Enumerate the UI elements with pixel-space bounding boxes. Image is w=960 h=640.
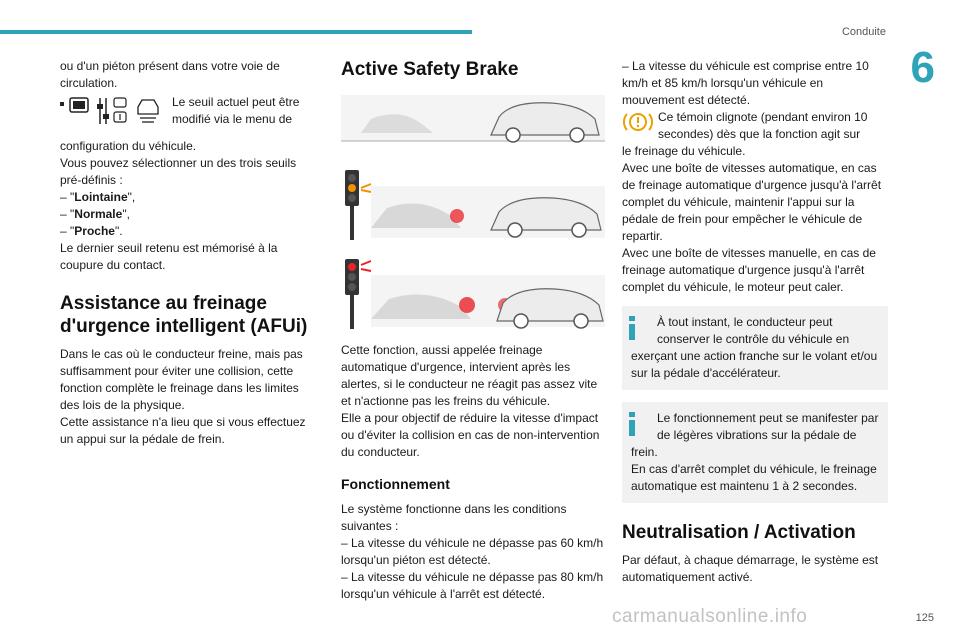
warning-light-row bbox=[622, 109, 888, 143]
column-middle bbox=[341, 58, 605, 603]
info-box bbox=[622, 306, 888, 390]
condition-item: – La vitesse du véhicule ne dépasse pas 80 km/h lorsqu'un véhicule à l'arrêt est détecté. bbox=[341, 570, 604, 601]
info-icon bbox=[627, 316, 637, 340]
paragraph: Avec une boîte de vitesses manuelle, en cas de freinage automatique d'urgence jusqu'à l'arrêt complet du véhicule, le moteur peut caler. bbox=[622, 246, 876, 294]
paragraph: Vous pouvez sélectionner un des trois seuils pré-définis : bbox=[60, 156, 297, 187]
traffic-light-icon bbox=[345, 170, 371, 240]
paragraph: Cette assistance n'a lieu que si vous effectuez un appui sur la pédale de frein. bbox=[60, 415, 306, 446]
paragraph: Cette fonction, aussi appelée freinage automatique d'urgence, intervient après les alertes, si le conducteur ne réagit pas assez vite et n'actionne pas les freins du véhicule. bbox=[341, 343, 598, 408]
column-left bbox=[60, 58, 318, 448]
info-text: Le fonctionnement peut se manifester par de légères vibrations sur la pédale de bbox=[657, 411, 879, 442]
paragraph: Elle a pour objectif de réduire la vitesse d'impact ou d'éviter la collision en cas de non-intervention du conducteur. bbox=[341, 411, 600, 459]
screen-icon bbox=[60, 98, 88, 112]
paragraph: ou d'un piéton présent dans votre voie de circulation. bbox=[60, 59, 280, 90]
illustration-following-car bbox=[341, 95, 605, 153]
option-item: – "Proche". bbox=[60, 224, 123, 238]
info-icon bbox=[627, 412, 637, 436]
paragraph: Par défaut, à chaque démarrage, le système est automatiquement activé. bbox=[622, 553, 879, 584]
section-heading: Active Safety Brake bbox=[341, 59, 519, 80]
info-text: En cas d'arrêt complet du véhicule, le freinage automatique est maintenu 1 à 2 secondes. bbox=[631, 462, 877, 493]
chapter-number: 6 bbox=[910, 43, 935, 92]
section-heading: Assistance au freinage d'urgence intelligent (AFUi) bbox=[60, 293, 308, 337]
brake-warning-icon bbox=[622, 109, 654, 135]
condition-item: – La vitesse du véhicule ne dépasse pas 60 km/h lorsqu'un piéton est détecté. bbox=[341, 536, 604, 567]
info-text: exerçant une action franche sur le volant et/ou sur la pédale d'accélérateur. bbox=[631, 349, 878, 380]
info-text: frein. bbox=[631, 445, 658, 459]
paragraph: Le dernier seuil retenu est mémorisé à la coupure du contact. bbox=[60, 241, 278, 272]
icon-description: Le seuil actuel peut être modifié via le menu de bbox=[172, 95, 300, 126]
warning-description: Ce témoin clignote (pendant environ 10 secondes) dès que la fonction agit sur bbox=[658, 110, 868, 141]
paragraph: Dans le cas où le conducteur freine, mais pas suffisamment pour éviter une collision, cette fonction complète le freinage dans les limites des lois de la physique. bbox=[60, 347, 303, 412]
settings-icon bbox=[97, 98, 126, 124]
illustration-orange-alert bbox=[341, 166, 605, 242]
header-accent-bar bbox=[0, 30, 472, 34]
menu-icons-row bbox=[60, 94, 318, 138]
watermark: carmanualsonline.info bbox=[612, 606, 808, 627]
paragraph: le freinage du véhicule. bbox=[622, 144, 746, 158]
column-right bbox=[622, 58, 888, 586]
condition-item: – La vitesse du véhicule est comprise entre 10 km/h et 85 km/h lorsqu'un véhicule en mouvement est détecté. bbox=[622, 59, 869, 107]
traffic-light-icon bbox=[345, 259, 371, 329]
info-box bbox=[622, 402, 888, 503]
paragraph: Le système fonctionne dans les conditions suivantes : bbox=[341, 502, 567, 533]
option-item: – "Lointaine", bbox=[60, 190, 136, 204]
section-title: Conduite bbox=[841, 26, 886, 38]
subsection-heading: Fonctionnement bbox=[341, 476, 450, 492]
info-text: À tout instant, le conducteur peut conserver le contrôle du véhicule en bbox=[657, 315, 850, 346]
menu-icons bbox=[60, 94, 170, 130]
page-number: 125 bbox=[915, 612, 934, 624]
paragraph: configuration du véhicule. bbox=[60, 139, 197, 153]
car-alert-icon bbox=[138, 100, 158, 122]
illustration-red-alert bbox=[341, 255, 605, 331]
option-item: – "Normale", bbox=[60, 207, 130, 221]
section-heading: Neutralisation / Activation bbox=[622, 522, 856, 543]
paragraph: Avec une boîte de vitesses automatique, en cas de freinage automatique d'urgence jusqu'à l'arrêt complet du véhicule, maintenir l'appui sur la pédale de frein pour empêcher le véhicule de repartir. bbox=[622, 161, 882, 243]
